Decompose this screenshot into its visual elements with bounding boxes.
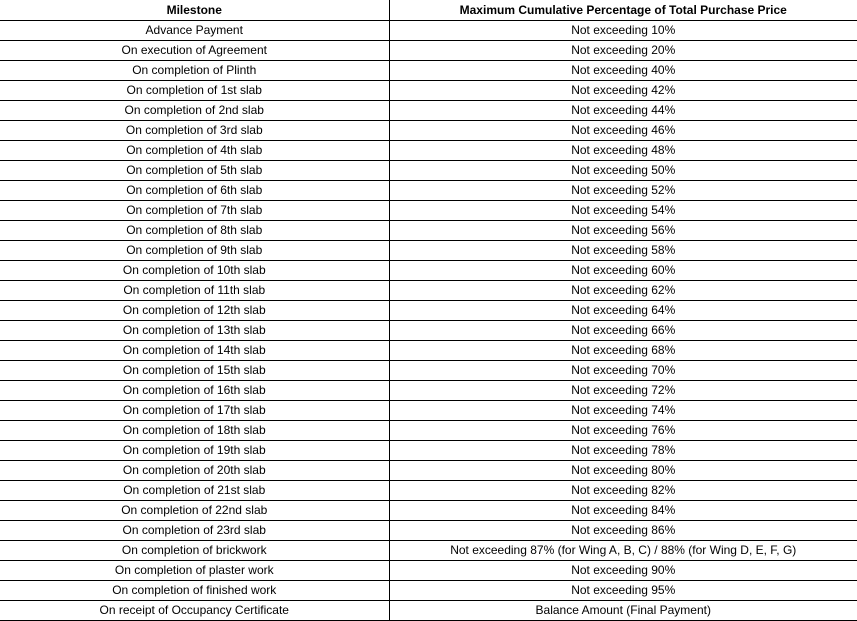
milestone-cell: On completion of 23rd slab xyxy=(0,520,389,540)
percentage-cell: Not exceeding 74% xyxy=(389,400,857,420)
table-row xyxy=(0,160,857,180)
table-row xyxy=(0,440,857,460)
table-row xyxy=(0,20,857,40)
percentage-cell: Not exceeding 42% xyxy=(389,80,857,100)
percentage-cell: Not exceeding 78% xyxy=(389,440,857,460)
table-row xyxy=(0,60,857,80)
table-row xyxy=(0,240,857,260)
table-row xyxy=(0,520,857,540)
percentage-cell: Not exceeding 66% xyxy=(389,320,857,340)
table-body xyxy=(0,20,857,620)
table-row xyxy=(0,560,857,580)
percentage-cell: Not exceeding 44% xyxy=(389,100,857,120)
table-row xyxy=(0,40,857,60)
percentage-cell: Not exceeding 76% xyxy=(389,420,857,440)
table-header-row xyxy=(0,0,857,20)
milestone-cell: On receipt of Occupancy Certificate xyxy=(0,600,389,620)
percentage-column-header: Maximum Cumulative Percentage of Total Purchase Price xyxy=(389,0,857,20)
percentage-cell: Not exceeding 95% xyxy=(389,580,857,600)
milestone-cell: Advance Payment xyxy=(0,20,389,40)
table-row xyxy=(0,260,857,280)
table-row xyxy=(0,540,857,560)
milestone-cell: On completion of 16th slab xyxy=(0,380,389,400)
percentage-cell: Not exceeding 64% xyxy=(389,300,857,320)
percentage-cell: Not exceeding 10% xyxy=(389,20,857,40)
percentage-cell: Balance Amount (Final Payment) xyxy=(389,600,857,620)
percentage-cell: Not exceeding 54% xyxy=(389,200,857,220)
percentage-cell: Not exceeding 84% xyxy=(389,500,857,520)
milestone-cell: On completion of 15th slab xyxy=(0,360,389,380)
table-row xyxy=(0,100,857,120)
table-row xyxy=(0,200,857,220)
percentage-cell: Not exceeding 58% xyxy=(389,240,857,260)
milestone-column-header: Milestone xyxy=(0,0,389,20)
milestone-cell: On completion of 13th slab xyxy=(0,320,389,340)
milestone-cell: On completion of 8th slab xyxy=(0,220,389,240)
percentage-cell: Not exceeding 80% xyxy=(389,460,857,480)
milestone-cell: On completion of 21st slab xyxy=(0,480,389,500)
table-row xyxy=(0,400,857,420)
milestone-cell: On completion of brickwork xyxy=(0,540,389,560)
milestone-cell: On execution of Agreement xyxy=(0,40,389,60)
percentage-cell: Not exceeding 82% xyxy=(389,480,857,500)
percentage-cell: Not exceeding 72% xyxy=(389,380,857,400)
percentage-cell: Not exceeding 50% xyxy=(389,160,857,180)
percentage-cell: Not exceeding 48% xyxy=(389,140,857,160)
percentage-cell: Not exceeding 60% xyxy=(389,260,857,280)
milestone-cell: On completion of 19th slab xyxy=(0,440,389,460)
milestone-cell: On completion of 11th slab xyxy=(0,280,389,300)
milestone-cell: On completion of 9th slab xyxy=(0,240,389,260)
percentage-cell: Not exceeding 90% xyxy=(389,560,857,580)
milestone-cell: On completion of 14th slab xyxy=(0,340,389,360)
table-row xyxy=(0,340,857,360)
milestone-cell: On completion of 2nd slab xyxy=(0,100,389,120)
percentage-cell: Not exceeding 87% (for Wing A, B, C) / 88% (for Wing D, E, F, G) xyxy=(389,540,857,560)
table-row xyxy=(0,280,857,300)
milestone-cell: On completion of 20th slab xyxy=(0,460,389,480)
table-row xyxy=(0,140,857,160)
milestone-cell: On completion of 18th slab xyxy=(0,420,389,440)
percentage-cell: Not exceeding 20% xyxy=(389,40,857,60)
table-row xyxy=(0,300,857,320)
table-row xyxy=(0,380,857,400)
table-row xyxy=(0,360,857,380)
milestone-cell: On completion of Plinth xyxy=(0,60,389,80)
table-row xyxy=(0,580,857,600)
table-row xyxy=(0,420,857,440)
percentage-cell: Not exceeding 86% xyxy=(389,520,857,540)
table-row xyxy=(0,220,857,240)
table-row xyxy=(0,320,857,340)
table-row xyxy=(0,120,857,140)
percentage-cell: Not exceeding 70% xyxy=(389,360,857,380)
milestone-cell: On completion of 10th slab xyxy=(0,260,389,280)
table-row xyxy=(0,500,857,520)
percentage-cell: Not exceeding 46% xyxy=(389,120,857,140)
percentage-cell: Not exceeding 52% xyxy=(389,180,857,200)
milestone-cell: On completion of finished work xyxy=(0,580,389,600)
milestone-cell: On completion of 22nd slab xyxy=(0,500,389,520)
table-row xyxy=(0,460,857,480)
milestone-cell: On completion of 1st slab xyxy=(0,80,389,100)
percentage-cell: Not exceeding 68% xyxy=(389,340,857,360)
milestone-cell: On completion of 6th slab xyxy=(0,180,389,200)
milestone-cell: On completion of 17th slab xyxy=(0,400,389,420)
milestone-cell: On completion of 4th slab xyxy=(0,140,389,160)
milestone-cell: On completion of 7th slab xyxy=(0,200,389,220)
table-row xyxy=(0,180,857,200)
milestone-cell: On completion of 5th slab xyxy=(0,160,389,180)
percentage-cell: Not exceeding 40% xyxy=(389,60,857,80)
percentage-cell: Not exceeding 62% xyxy=(389,280,857,300)
table-row xyxy=(0,600,857,620)
milestone-cell: On completion of plaster work xyxy=(0,560,389,580)
milestone-cell: On completion of 3rd slab xyxy=(0,120,389,140)
milestone-cell: On completion of 12th slab xyxy=(0,300,389,320)
table-row xyxy=(0,480,857,500)
percentage-cell: Not exceeding 56% xyxy=(389,220,857,240)
table-row xyxy=(0,80,857,100)
